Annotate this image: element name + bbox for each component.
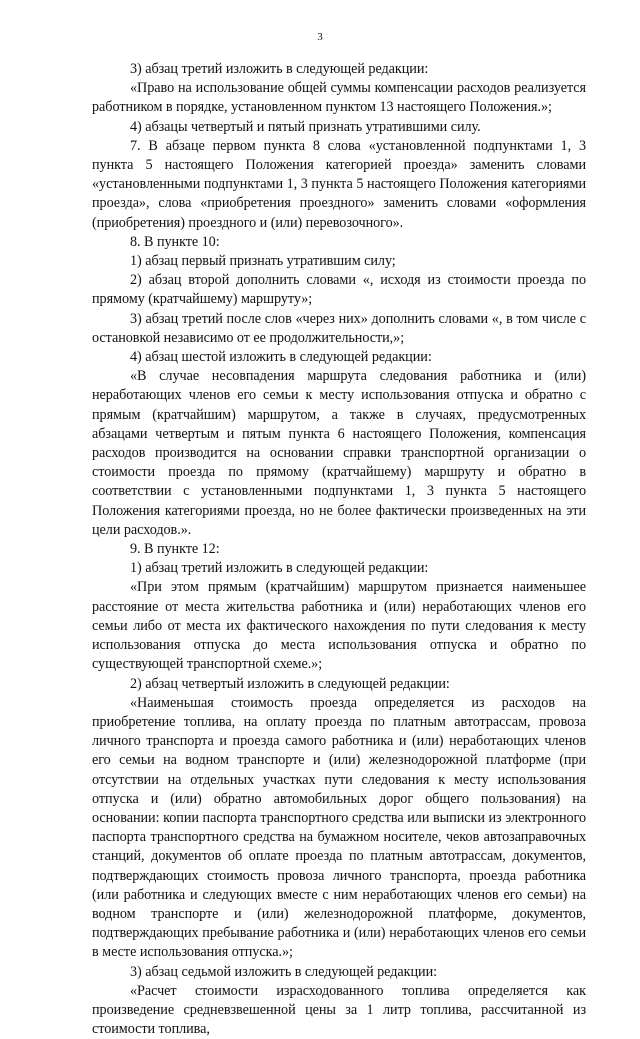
paragraph: «В случае несовпадения маршрута следования работника и (или) неработающих членов его семьи к месту использования отпуска и обратно с прямым (кратчайшим) маршрутом, а также в случаях, предусмотренных абзацами четвертым и пятым пункта 6 настоящего Положения, компенсация расходов производится на основании справки транспортной организации о стоимости проезда по прямому (кратчайшему) маршруту и обратно в соответствии с установленными подпунктами 1, 3 пункта 5 настоящего Положения категориями проезда, но не более фактически произведенных на эти цели расходов.». xyxy=(92,368,586,538)
document-body xyxy=(92,60,586,1039)
paragraph: 2) абзац четвертый изложить в следующей редакции: xyxy=(130,675,450,692)
paragraph: 4) абзацы четвертый и пятый признать утратившими силу. xyxy=(130,118,481,135)
paragraph: «Наименьшая стоимость проезда определяется из расходов на приобретение топлива, на оплату проезда по платным автотрассам, провоза личного транспорта и проезда самого работника и (или) неработающих членов его семьи на водном транспорте и (или) железнодорожной платформе (при отсутствии на отдельных участках пути следования к месту использования отпуска и (или) обратно автомобильных дорог общего пользования) на основании: копии паспорта транспортного средства или выписки из электронного паспорта транспортного средства на бумажном носителе, чеков автозаправочных станций, документов об оплате проезда по платным автотрассам, документов, подтверждающих стоимость провоза личного транспорта, проезда работника (или работника и следующих вместе с ним неработающих членов его семьи) на водном транспорте и (или) железнодорожной платформе, документов, подтверждающих пребывание работника и (или) неработающих членов его семьи в месте использования отпуска.»; xyxy=(92,694,586,961)
paragraph: 3) абзац седьмой изложить в следующей редакции: xyxy=(130,963,438,980)
paragraph: 4) абзац шестой изложить в следующей редакции: xyxy=(130,349,432,366)
paragraph: «Право на использование общей суммы компенсации расходов реализуется работником в порядке, установленном пунктом 13 настоящего Положения.»; xyxy=(92,80,586,116)
paragraph: 1) абзац третий изложить в следующей редакции: xyxy=(130,560,429,577)
paragraph: «Расчет стоимости израсходованного топлива определяется как произведение средневзвешенной цены за 1 литр топлива, рассчитанной из стоимости топлива, xyxy=(92,982,586,1038)
paragraph: «При этом прямым (кратчайшим) маршрутом признается наименьшее расстояние от места жительства работника и (или) неработающих членов его семьи либо от места их фактического нахождения по пути следования к месту использования отпуска до места использования отпуска и обратно по существующей транспортной схеме.»; xyxy=(92,579,586,673)
paragraph: 9. В пункте 12: xyxy=(130,541,220,558)
paragraph: 8. В пункте 10: xyxy=(130,233,220,250)
paragraph: 3) абзац третий изложить в следующей редакции: xyxy=(130,61,429,77)
paragraph: 3) абзац третий после слов «через них» дополнить словами «, в том числе с остановкой независимо от ее продолжительности,»; xyxy=(92,310,586,346)
paragraph: 7. В абзаце первом пункта 8 слова «установленной подпунктами 1, 3 пункта 5 настоящего Положения категорией проезда» заменить словами «установленными подпунктами 1, 3 пункта 5 настоящего Положения категориями проезда», слова «приобретения проездного» заменить словами «оформления (приобретения) проездного и (или) перевозочного». xyxy=(92,137,586,231)
paragraph: 1) абзац первый признать утратившим силу; xyxy=(130,253,396,270)
page-number: 3 xyxy=(317,31,323,43)
paragraph: 2) абзац второй дополнить словами «, исходя из стоимости проезда по прямому (кратчайшему) маршруту»; xyxy=(92,272,586,308)
